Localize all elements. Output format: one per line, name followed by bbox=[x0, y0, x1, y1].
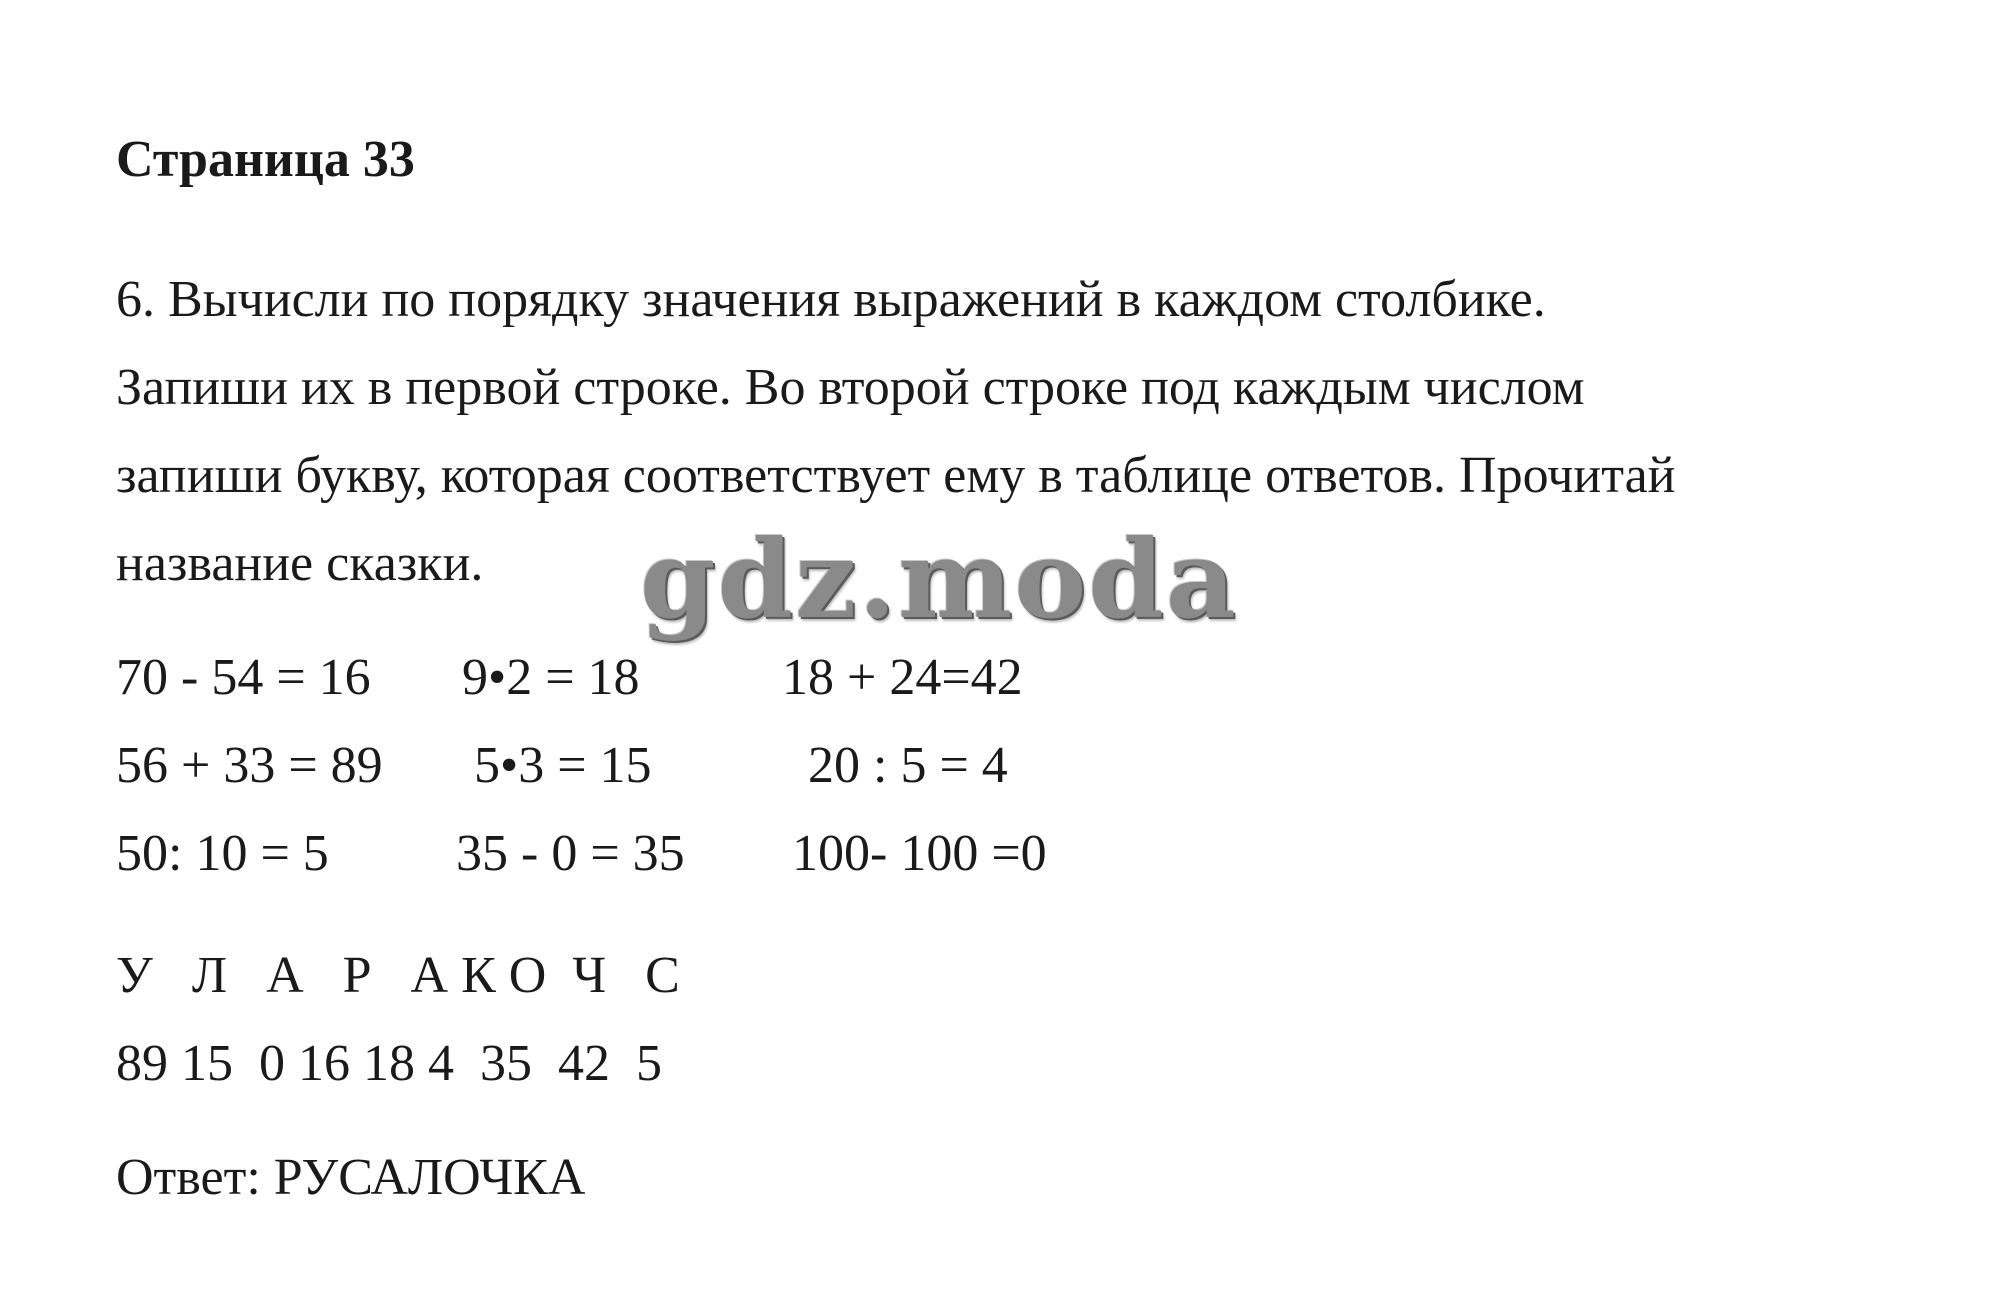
expression-col3-row3: 100- 100 =0 bbox=[792, 825, 1047, 882]
watermark-logo: gdz.moda bbox=[640, 517, 1238, 643]
expression-col1-row1: 70 - 54 = 16 bbox=[116, 649, 371, 706]
task-text-line-3: запиши букву, которая соответствует ему в таблице ответов. Прочитай bbox=[116, 447, 1676, 504]
expression-col1-row2: 56 + 33 = 89 bbox=[116, 737, 383, 794]
task-text-line-4: название сказки. bbox=[116, 535, 484, 592]
expression-col2-row1: 9•2 = 18 bbox=[462, 649, 640, 706]
expression-col1-row3: 50: 10 = 5 bbox=[116, 825, 329, 882]
answer-text: Ответ: РУСАЛОЧКА bbox=[116, 1149, 586, 1206]
expression-col3-row2: 20 : 5 = 4 bbox=[808, 737, 1008, 794]
page-title: Страница 33 bbox=[116, 131, 415, 188]
key-numbers-row: 89 15 0 16 18 4 35 42 5 bbox=[116, 1035, 662, 1092]
key-letters-row: У Л А Р А К О Ч С bbox=[116, 947, 680, 1004]
expression-col3-row1: 18 + 24=42 bbox=[782, 649, 1023, 706]
task-text-line-1: 6. Вычисли по порядку значения выражений в каждом столбике. bbox=[116, 271, 1546, 328]
task-text-line-2: Запиши их в первой строке. Во второй строке под каждым числом bbox=[116, 359, 1585, 416]
expression-col2-row3: 35 - 0 = 35 bbox=[456, 825, 685, 882]
expression-col2-row2: 5•3 = 15 bbox=[474, 737, 652, 794]
